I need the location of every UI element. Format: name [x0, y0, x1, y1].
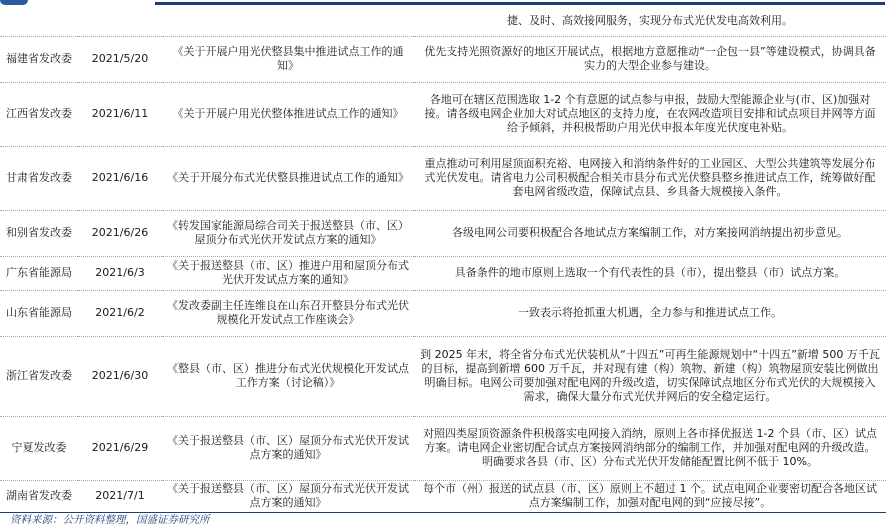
- doc-cell: 《关于开展户用光伏整体推进试点工作的通知》: [172, 107, 404, 120]
- content-cell: 一致表示将抢抓重大机遇，全力参与和推进试点工作。: [518, 306, 782, 319]
- doc-cell: 《发改委副主任连维良在山东召开整县分布式光伏规模化开发试点工作座谈会》: [167, 299, 409, 326]
- doc-cell: 《整县（市、区）推进分布式光伏规模化开发试点工作方案（讨论稿）》: [167, 362, 409, 389]
- org-cell: 广东省能源局: [6, 266, 72, 279]
- org-cell: 湖南省发改委: [6, 489, 72, 502]
- date-cell: 2021/6/30: [91, 369, 149, 382]
- date-cell: 2021/6/2: [95, 306, 145, 319]
- logo-icon: [0, 0, 28, 5]
- table-row: [0, 6, 886, 36]
- org-cell: 宁夏发改委: [11, 441, 67, 454]
- doc-cell: 《转发国家能源局综合司关于报送整县（市、区）屋顶分布式光伏开发试点方案的通知》: [167, 219, 409, 246]
- content-cell: 对照四类屋顶资源条件积极落实电网接入消纳，原则上各市择优报送 1-2 个县（市、区）试点方案。请电网企业密切配合试点方案接网消纳部分的编制工作，并加强对配电网的升级改造。明确要求各县（市、区）分布式光伏开发储能配置比例不低于 10%。: [423, 427, 877, 468]
- content-cell: 每个市（州）报送的试点县（市、区）原则上不超过 1 个。试点电网企业要密切配合各地区试点方案编制工作，加强对配电网的到“应接尽接”。: [423, 482, 877, 509]
- date-cell: 2021/6/16: [91, 171, 149, 184]
- source-note: 资料来源：公开资料整理，国盛证券研究所: [10, 514, 210, 526]
- date-cell: 2021/6/26: [91, 226, 149, 239]
- date-cell: 2021/6/3: [95, 266, 145, 279]
- table-row: [0, 146, 886, 210]
- org-cell: 江西省发改委: [6, 107, 72, 120]
- doc-cell: [162, 6, 414, 36]
- table-row: [0, 82, 886, 146]
- content-cell: 重点推动可利用屋顶面积充裕、电网接入和消纳条件好的工业园区、大型公共建筑等发展分布式光伏发电。请省电力公司积极配合相关市县分布式光伏整县整乡推进试点工作，统筹做好配套电网省级改造，保障试点县、乡具备大规模接入条件。: [424, 157, 876, 198]
- table-row: [0, 210, 886, 256]
- doc-cell: 《关于开展户用光伏整县集中推进试点工作的通知》: [172, 45, 404, 72]
- date-cell: 2021/6/29: [91, 441, 149, 454]
- date-cell: 2021/5/20: [91, 52, 149, 65]
- org-cell: 和别省发改委: [6, 226, 72, 239]
- content-cell: 具备条件的地市原则上选取一个有代表性的县（市），提出整县（市）试点方案。: [454, 266, 846, 279]
- header-rule: [155, 2, 885, 5]
- table-row: [0, 290, 886, 336]
- table-row: [0, 36, 886, 82]
- date-cell: [78, 6, 162, 36]
- org-cell: [0, 6, 78, 36]
- table-row: [0, 480, 886, 512]
- doc-cell: 《关于报送整县（市、区）屋顶分布式光伏开发试点方案的通知》: [167, 434, 409, 461]
- table-row: [0, 256, 886, 290]
- content-cell: 各级电网公司要积极配合各地试点方案编制工作，对方案接网消纳提出初步意见。: [452, 226, 848, 239]
- content-cell: 各地可在辖区范围选取 1-2 个有意愿的试点参与申报，鼓励大型能源企业与(市、区)加强对接。请各级电网企业加大对试点地区的支持力度，在农网改造项目安排和试点项目并网等方面给予倾斜，并积极帮助户用光伏申报本年度光伏度电补贴。: [424, 93, 876, 134]
- doc-cell: 《关于报送整县（市、区）屋顶分布式光伏开发试点方案的通知》: [167, 482, 409, 509]
- org-cell: 甘肃省发改委: [6, 171, 72, 184]
- content-cell: 捷、及时、高效接网服务，实现分布式光伏发电高效利用。: [507, 13, 793, 27]
- org-cell: 山东省能源局: [6, 306, 72, 319]
- table-row: [0, 336, 886, 416]
- date-cell: 2021/7/1: [95, 489, 145, 502]
- date-cell: 2021/6/11: [91, 107, 149, 120]
- content-cell: 到 2025 年末，将全省分布式光伏装机从“十四五”可再生能源规划中“十四五”新增 500 万千瓦的目标，提高到新增 600 万千瓦，并对现有建（构）筑物、新建（构）筑物屋顶安装比例做出明确目标。电网公司要加强对配电网的升级改造，切实保障试点地区分布式光伏的大规模接入需求，确保大量分布式光伏并网后的安全稳定运行。: [420, 348, 880, 403]
- policy-table: [0, 6, 886, 513]
- content-cell: 优先支持光照资源好的地区开展试点，根据地方意愿推动“一企包一县”等建设模式，协调具备实力的大型企业参与建设。: [424, 45, 876, 72]
- org-cell: 福建省发改委: [6, 52, 72, 65]
- doc-cell: 《关于开展分布式光伏整县推进试点工作的通知》: [167, 171, 409, 184]
- org-cell: 浙江省发改委: [6, 369, 72, 382]
- doc-cell: 《关于报送整县（市、区）推进户用和屋顶分布式光伏开发试点方案的通知》: [167, 259, 409, 286]
- table-row: [0, 416, 886, 480]
